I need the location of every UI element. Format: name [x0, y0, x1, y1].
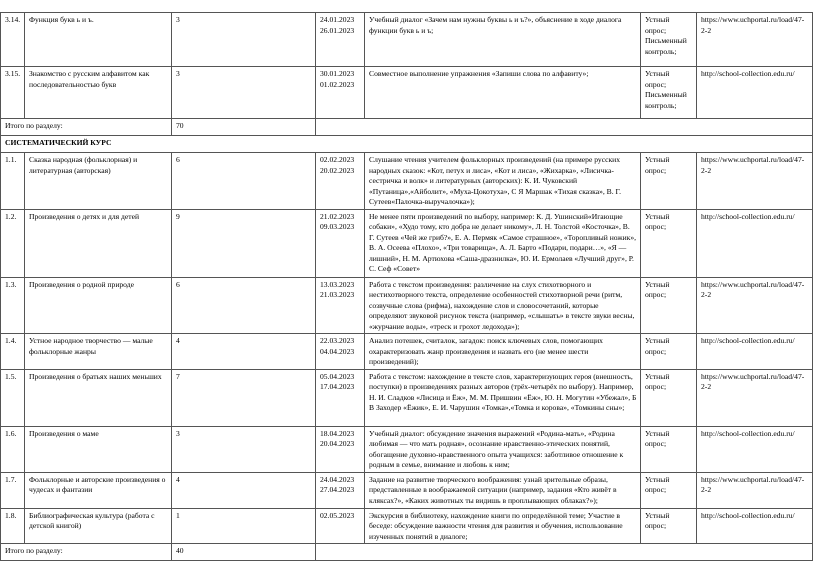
row-dates [316, 369, 365, 426]
row-control-line: Устный [645, 428, 670, 438]
row-control-line: опрос; [645, 25, 667, 35]
section-header-row [1, 136, 813, 153]
row-control-line: опрос; [645, 290, 667, 299]
row-date-start: 02.02.2023 [320, 155, 355, 164]
row-control-line: опрос; [645, 222, 667, 231]
row-control-line: Устный [645, 211, 670, 221]
table-row [1, 13, 813, 67]
row-date-start: 22.03.2023 [320, 336, 355, 345]
row-date-end: 26.01.2023 [320, 25, 355, 35]
row-topic: Функция букв ь и ъ. [25, 13, 172, 67]
row-hours: 3 [172, 426, 316, 472]
row-date-end: 20.02.2023 [320, 165, 355, 175]
row-topic: Устное народное творчество — малые фольклорные жанры [25, 334, 172, 370]
row-control-line: опрос; [645, 382, 667, 391]
row-activity: Не менее пяти произведений по выбору, например: К. Д. Ушинский«Игающие собаки», «Худо тому, кто добра не делает никому», Л. Н. Толстой «Косточка», В. Г. Сутеев «Чей же гриб?», Е. А. Пермяк «Самое страшное», «Торопливый ножик», В. А. Осеева «Плохо», «Три товарища», А. Л. Барто «Подари, подари…», «Я — лишний», Н. М. Артюхова «Саша-дразнилка», Ю. И. Ермолаев «Лучший друг», Р. С. Сеф «Совет» [369, 211, 637, 273]
row-control-line: опрос; [645, 165, 667, 175]
row-control-line: Письменный [645, 36, 687, 45]
row-dates [316, 277, 365, 334]
row-activity-cell [365, 209, 641, 277]
row-activity: Совместное выполнение упражнения «Запиши слова по алфавиту»; [365, 67, 641, 119]
row-topic: Произведения о родной природе [25, 277, 172, 334]
row-hours: 7 [172, 369, 316, 426]
row-resource-link[interactable]: https://www.uchportal.ru/load/47-2-2 [697, 472, 813, 508]
row-number: 1.2. [1, 209, 25, 277]
subtotal-label: Итого по разделу: [1, 544, 172, 561]
row-resource-link[interactable]: http://school-collection.edu.ru/ [697, 209, 813, 277]
row-control-line: опрос; [645, 521, 667, 530]
subtotal-empty [316, 119, 813, 136]
table-row [1, 277, 813, 334]
table-row [1, 426, 813, 472]
row-activity: Задание на развитие творческого воображения: узнай зрительные образы, представленные в воображаемой ситуации (например, задания «Кто живёт в кляксах?», «Каких животных ты видишь в проплывающих облаках?»); [365, 472, 641, 508]
row-control-line: опрос; [645, 439, 667, 448]
table-row [1, 334, 813, 370]
row-dates [316, 67, 365, 119]
row-number: 3.14. [1, 13, 25, 67]
row-dates [316, 13, 365, 67]
row-hours: 3 [172, 67, 316, 119]
row-control [641, 508, 697, 544]
row-hours: 3 [172, 13, 316, 67]
row-dates [316, 508, 365, 544]
row-control [641, 277, 697, 334]
subtotal-value: 70 [172, 119, 316, 136]
row-number: 3.15. [1, 67, 25, 119]
row-hours: 9 [172, 209, 316, 277]
row-date-start: 30.01.2023 [320, 69, 355, 78]
row-resource-link[interactable]: http://school-collection.edu.ru/ [697, 67, 813, 119]
row-topic: Произведения о детях и для детей [25, 209, 172, 277]
row-control [641, 334, 697, 370]
row-dates [316, 334, 365, 370]
row-control-line: Устный [645, 69, 670, 78]
row-topic: Произведения о братьях наших меньших [25, 369, 172, 426]
row-hours: 6 [172, 277, 316, 334]
row-control-line: контроль; [645, 46, 677, 56]
row-hours: 4 [172, 334, 316, 370]
row-control-line: опрос; [645, 79, 667, 89]
subtotal-row [1, 544, 813, 561]
row-date-end: 17.04.2023 [320, 382, 355, 391]
row-topic: Знакомство с русским алфавитом как последовательностью букв [25, 67, 172, 119]
row-control-line: Письменный [645, 90, 687, 99]
row-number: 1.6. [1, 426, 25, 472]
row-control-line: Устный [645, 15, 670, 24]
row-date-end: 04.04.2023 [320, 346, 355, 356]
row-resource-link[interactable]: http://school-collection.edu.ru/ [697, 508, 813, 544]
row-resource-link[interactable]: https://www.uchportal.ru/load/47-2-2 [697, 277, 813, 334]
section-title: СИСТЕМАТИЧЕСКИЙ КУРС [1, 136, 813, 153]
lesson-plan-table [0, 12, 813, 561]
row-control-line: Устный [645, 336, 670, 345]
subtotal-row [1, 119, 813, 136]
row-control [641, 209, 697, 277]
row-date-end: 27.04.2023 [320, 485, 355, 494]
row-date-start: 05.04.2023 [320, 371, 355, 381]
row-control-line: Устный [645, 155, 670, 164]
row-date-end: 01.02.2023 [320, 79, 355, 89]
row-resource-link[interactable]: http://school-collection.edu.ru/ [697, 334, 813, 370]
row-number: 1.3. [1, 277, 25, 334]
row-dates [316, 153, 365, 210]
row-control-line: опрос; [645, 346, 667, 356]
row-control-line: опрос; [645, 485, 667, 494]
row-date-start: 18.04.2023 [320, 428, 355, 438]
row-control [641, 369, 697, 426]
table-row [1, 508, 813, 544]
row-date-start: 02.05.2023 [320, 510, 355, 520]
row-control-line: Устный [645, 474, 670, 484]
row-number: 1.4. [1, 334, 25, 370]
row-control [641, 153, 697, 210]
row-date-end: 09.03.2023 [320, 222, 355, 231]
row-date-end: 21.03.2023 [320, 290, 355, 299]
row-topic: Библиографическая культура (работа с детской книгой) [25, 508, 172, 544]
row-number: 1.1. [1, 153, 25, 210]
row-resource-link[interactable]: https://www.uchportal.ru/load/47-2-2 [697, 153, 813, 210]
row-control [641, 67, 697, 119]
row-control [641, 13, 697, 67]
row-number: 1.5. [1, 369, 25, 426]
table-row [1, 472, 813, 508]
row-control [641, 472, 697, 508]
row-date-end: 20.04.2023 [320, 439, 355, 448]
row-resource-link[interactable]: http://school-collection.edu.ru/ [697, 426, 813, 472]
row-date-start: 24.01.2023 [320, 15, 355, 24]
row-hours: 4 [172, 472, 316, 508]
row-activity: Экскурсия в библиотеку, нахождение книги по определённой теме; Участие в беседе: обсуждение важности чтения для развития и обучения, использование изученных понятий в диалоге; [365, 508, 641, 544]
row-hours: 1 [172, 508, 316, 544]
row-control-line: Устный [645, 371, 670, 381]
row-activity: Анализ потешек, считалок, загадок: поиск ключевых слов, помогающих охарактеризовать жанр произведения и назвать его (не менее шести произведений); [365, 334, 641, 370]
row-hours: 6 [172, 153, 316, 210]
row-topic: Фольклорные и авторские произведения о чудесах и фантазии [25, 472, 172, 508]
row-resource-link[interactable]: https://www.uchportal.ru/load/47-2-2 [697, 13, 813, 67]
row-activity: Учебный диалог «Зачем нам нужны буквы ь и ъ?», объяснение в ходе диалога функции букв ь и ъ; [365, 13, 641, 67]
row-dates [316, 209, 365, 277]
row-control [641, 426, 697, 472]
row-date-start: 24.04.2023 [320, 474, 355, 484]
row-activity: Работа с текстом: нахождение в тексте слов, характеризующих героя (внешность, поступки) в произведениях разных авторов (трёх-четырёх по выбору). Например, Н. И. Сладков «Лисица и Ёж», М. М. Пришвин «Ёж», Ю. Н. Могутин «Убежал», Б В Заходер «Ёжик», Е. И. Чарушин «Томка»,«Томка и корова», «Томкины сны»; [365, 369, 641, 426]
subtotal-value: 40 [172, 544, 316, 561]
row-number: 1.7. [1, 472, 25, 508]
row-control-line: Устный [645, 510, 670, 520]
row-activity: Слушание чтения учителем фольклорных произведений (на примере русских народных сказок: «Кот, петух и лиса», «Кот и лиса», «Жихарка», «Лисичка-сестричка и волк» и литературных (авторских): К. И. Чуковский «Путаница»,«Айболит», «Муха-Цокотуха», С Я Маршак «Тихая сказка», В. Г. Сутеев«Палочка-выручалочка»); [365, 153, 641, 210]
row-resource-link[interactable]: https://www.uchportal.ru/load/47-2-2 [697, 369, 813, 426]
row-activity: Учебный диалог: обсуждение значения выражений «Родина-мать», «Родина любимая — что мать родная», осознание нравственно-этических понятий, обогащение духовно-нравственного опыта учащихся: заботливое отношение к родным в семье, внимание и любовь к ним; [365, 426, 641, 472]
row-topic: Произведения о маме [25, 426, 172, 472]
row-activity: Работа с текстом произведения: различение на слух стихотворного и нестихотворного текста, определение особенностей стихотворной речи (ритм, созвучные слова (рифма), нахождение слов и словосочетаний, которые определяют звуковой рисунок текста (например, «слышать» в тексте звуки весны, «журчание воды», «треск и грохот ледохода»); [365, 277, 641, 334]
row-control-line: Устный [645, 279, 670, 289]
subtotal-empty [316, 544, 813, 561]
table-row [1, 153, 813, 210]
row-topic: Сказка народная (фольклорная) и литературная (авторская) [25, 153, 172, 210]
row-dates [316, 426, 365, 472]
table-row [1, 209, 813, 277]
row-control-line: контроль; [645, 100, 677, 110]
row-date-start: 13.03.2023 [320, 279, 355, 289]
row-dates [316, 472, 365, 508]
table-row [1, 67, 813, 119]
table-row [1, 369, 813, 426]
row-date-start: 21.02.2023 [320, 211, 355, 221]
row-number: 1.8. [1, 508, 25, 544]
subtotal-label: Итого по разделу: [1, 119, 172, 136]
